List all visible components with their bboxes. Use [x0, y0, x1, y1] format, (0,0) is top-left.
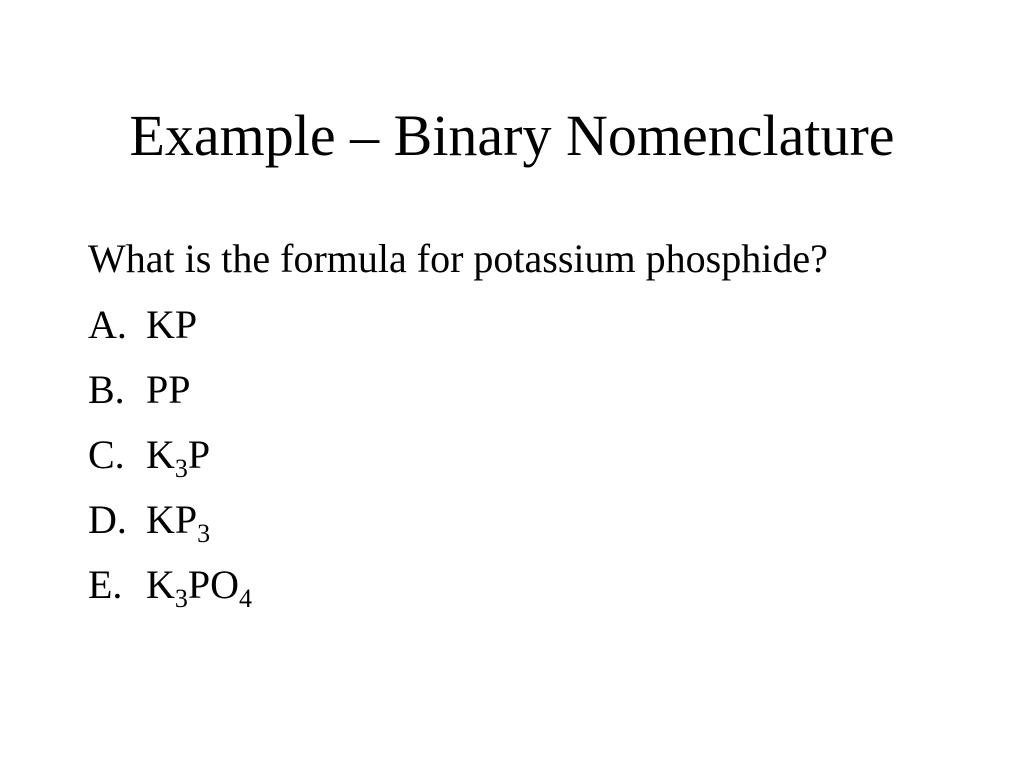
answer-option-b	[88, 365, 252, 430]
slide-title: Example – Binary Nomenclature	[129, 103, 895, 168]
option-formula	[146, 365, 191, 430]
answer-option-a	[88, 300, 252, 365]
option-letter: E.	[88, 562, 123, 607]
formula-subscript: 3	[174, 584, 188, 613]
option-letter: A.	[88, 302, 127, 347]
option-formula	[146, 495, 210, 560]
formula-subscript: 3	[197, 519, 211, 548]
option-letter: C.	[88, 432, 125, 477]
formula-text: P	[187, 432, 211, 477]
formula-subscript: 4	[239, 584, 253, 613]
formula-text: K	[146, 432, 175, 477]
answer-option-c	[88, 430, 252, 495]
formula-subscript: 3	[174, 454, 188, 483]
answer-option-d	[88, 495, 252, 560]
formula-text: KP	[146, 497, 198, 542]
question-text: What is the formula for potassium phosphide?	[88, 236, 828, 281]
option-formula	[146, 560, 252, 625]
option-letter: D.	[88, 497, 127, 542]
formula-text: PP	[146, 367, 191, 412]
answer-option-e	[88, 560, 252, 625]
answer-options-list	[88, 300, 252, 625]
option-formula	[146, 430, 210, 495]
option-letter: B.	[88, 367, 125, 412]
option-formula	[146, 300, 197, 365]
formula-text: KP	[146, 302, 198, 347]
formula-text: PO	[187, 562, 240, 607]
formula-text: K	[146, 562, 175, 607]
